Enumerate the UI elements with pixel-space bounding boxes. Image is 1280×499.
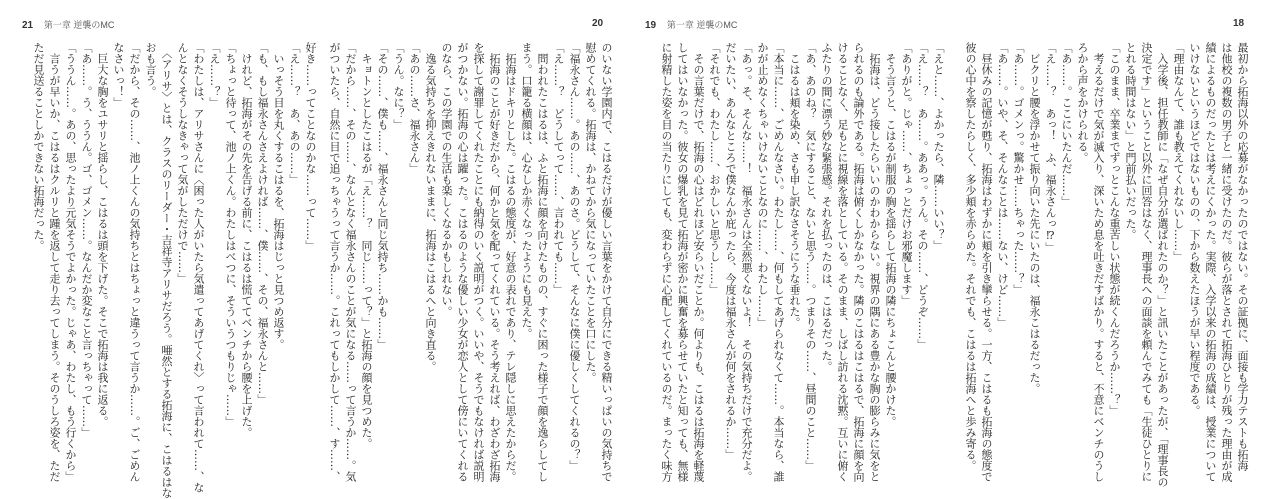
text-column: 「それでも、わたし……、おかしいと思うし……」	[708, 42, 721, 295]
text-column: 「このまま、卒業までずっとこんな重苦しい状態が続くんだろうか……？」	[1108, 42, 1121, 416]
text-column: 「だから……、その……、なんとなく福永さんのことが気になる……って言うか……。気	[344, 42, 357, 482]
page-number: 21	[22, 20, 34, 31]
running-header	[592, 18, 611, 29]
text-column: 「えと……、よかったら、隣……いい？」	[932, 42, 945, 251]
text-column: 績によるものだったとは考えにくかった。実際、入学以来の拓海の成績は、授業について	[1204, 42, 1217, 482]
page-body	[658, 42, 946, 482]
text-column: けれど、拓海がその先を告げる前に、こはるは慌ててベンチから腰を上げた。	[240, 42, 253, 438]
chapter-title: 第一章 逆襲のMC	[666, 20, 738, 30]
text-column: 「理由なんて、誰も教えてくれないし……」	[1172, 42, 1185, 262]
text-column: のなら、この学園での生活も楽しくなるかもしれない。	[440, 42, 453, 317]
text-column: 拓海は、どう接したらいいのかわからない。視界の隅にある豊かな胸の膨らみに気をと	[868, 42, 881, 482]
running-header	[1233, 18, 1252, 29]
text-column: 彼の心中を察したらしく、多少頬を赤らめた。それでも、こはるは拓海へと歩み寄る。	[964, 42, 977, 471]
text-column: 昼休みの記憶が甦り、拓海はわずかに頬を引き攣らせる。一方、こはるも拓海の態度で	[980, 42, 993, 482]
text-column: 最初から拓海以外の応募がなかったのではない。その証拠に、面接も学力テストも拓海	[1236, 42, 1249, 471]
text-column: に射精した姿を目の当たりにしても、変わらずに心配してくれているのだ。まったく味方	[660, 42, 673, 482]
text-column: おも言う。	[144, 42, 157, 97]
text-column: 考えるだけで気が滅入り、深いため息を吐きだすばかり。すると、不意にベンチのうし	[1092, 42, 1105, 482]
text-column: 「あ……。ここにいたんだ……」	[1060, 42, 1073, 207]
page-number: 19	[645, 20, 657, 31]
text-column: がつかない。拓海の心は躍った。こはるのような優しい少女が恋人として傍にいてくれる	[456, 42, 469, 482]
text-column: のいない学園内で、こはるだけが優しい言葉をかけて自分にできる精いっぱいの気持ちで	[600, 42, 613, 482]
text-column: 巨大な胸をユサリと揺らし、こはるは頭を下げた。そこで拓海は我に返る。	[96, 42, 109, 427]
text-column: 言うが早いか、こはるはクルリと踵を返して走り去ってしまう。そのうしろ姿を、ただ	[48, 42, 61, 482]
page-body	[326, 42, 614, 482]
text-column: 「あ……。ゴメンっ。驚かせ……ちゃった……？」	[1012, 42, 1025, 295]
text-column: その言葉だけで、拓海の心はどれほど安らいだことか。何よりも、こはるは拓海を軽蔑	[692, 42, 705, 482]
text-column: 「あ……。う、ううん。ゴ、ゴメン……。なんだか変なこと言っちゃって……」	[80, 42, 93, 438]
text-column: 拓海はドキリとした。こはるの態度が、好意の表れであり、テレ隠しに思えたからだ。	[504, 42, 517, 482]
text-column: だいたい、あんなところで僕なんか庇ったら、今度は福永さんが何をされるか……」	[724, 42, 737, 460]
text-column: 「え……？ あ……。ああっ。うん。その……、どうぞ……」	[916, 42, 929, 350]
text-column: 「うん。なに？」	[392, 42, 405, 130]
text-column: 拓海のことが好きだから、何かと気を配ってくれている。そう考えれば、わざわざ拓海	[488, 42, 501, 482]
text-column: こはるは頬を染め、さも申し訳なさそうにうな垂れた。	[788, 42, 801, 328]
text-column: 「わたしは、アリサさんに〈困った人がいたら気遣ってあげてくれ〉って言われて……、な	[192, 42, 205, 493]
text-column: 「え……？」	[208, 42, 221, 108]
text-column: 入学後、担任教師に「なぜ自分が選ばれたのか？」と訊いたことがあったが、「理事長の	[1156, 42, 1169, 488]
text-column: キョトンとしたこはるが「え……？ 同じ……って？」と拓海の顔を見つめた。	[360, 42, 373, 449]
text-column: られるのも論外である。拓海は俯くしかなかった。隣のこはるはこはるで、拓海に顔を向	[852, 42, 865, 482]
text-column: ただ見送ることしかできない拓海だった。	[32, 42, 45, 251]
page-number: 20	[592, 18, 604, 29]
text-column: 「ちょっと待って、池ノ上くん。わたしはべつに、そういうつもりじゃ……」	[224, 42, 237, 427]
text-column: けることなく、足もとに視線を落としている。そのまま、しばし訪れる沈黙。互いに俯く	[836, 42, 849, 482]
text-column: 〈アリサ〉とは、クラスのリーダー・吉祥寺アリサだろう。唖然とする拓海に、こはるはな	[160, 42, 173, 499]
text-column: かが止めなくちゃいけないことなのに……、わたし……」	[756, 42, 769, 328]
page-body	[30, 42, 318, 499]
text-column: は他校の複数の男子と一緒に受けたのだ。彼らが落とされて拓海ひとりが残った理由が成	[1220, 42, 1233, 482]
text-column: がついたら、自然に目で追っちゃうって言うか……。これってもしかして……、す……、	[328, 42, 341, 482]
text-column: んとなくそうしなきゃって気がしただけで……」	[176, 42, 189, 284]
chapter-title: 第一章 逆襲のMC	[43, 20, 115, 30]
text-column: いっそう目を丸くするこはるを、拓海はじっと見つめ返す。	[272, 42, 285, 350]
text-column: 「あっ。そ、そんな……！ 福永さんは全然悪くないよ！ その気持ちだけで充分だよ。	[740, 42, 753, 482]
text-column: なさいっ！」	[112, 42, 125, 108]
text-column: 「あの……さ、福永さん」	[408, 42, 421, 174]
text-column: 「だから、その……、池ノ上くんの気持ちとはちょっと違うって言うか……。ご、ごめん	[128, 42, 141, 482]
text-column: 「も、もし福永さんさえよければ……、僕……、その、福永さんと……」	[256, 42, 269, 405]
text-column: 「え……？ あ、あの……」	[288, 42, 301, 185]
text-column: 決定です」ということ以外に回答はなく、理事長への面談を頼んでみても「生徒ひとりに	[1140, 42, 1153, 482]
text-column: 「ううん……。あの、思ったより元気そうでよかった。じゃあ、わたし、もう行くから」	[64, 42, 77, 482]
text-column: 「え……？ あっ！ ふ、福永さんっ⁉」	[1044, 42, 1057, 253]
text-column: 「その……、僕も……、福永さんと同じ気持ち……かも……」	[376, 42, 389, 350]
text-column: 「本当に……、ごめんなさい。わたし……、何もしてあげられなくて……。本当なら、誰	[772, 42, 785, 482]
text-column: 「あ、あのね？ 気にすること、ないと思う……。つまりその……、昼間のこと……」	[804, 42, 817, 471]
text-column: ろから声をかけられる。	[1076, 42, 1089, 163]
text-column: 慰めてくれる。拓海は、かねてから気になっていたことを口にした。	[584, 42, 597, 383]
running-header	[645, 18, 737, 31]
text-column: とれる時間はない」と門前払いだった。	[1124, 42, 1137, 240]
page-number: 18	[1233, 18, 1245, 29]
text-column: いけないというほどではないものの、下から数えたほうが早い程度である。	[1188, 42, 1201, 416]
text-column: ビクリと腰を浮かせて振り向いた先にいたのは、福永こはるだった。	[1028, 42, 1041, 394]
text-column: まう。口籠る横顔は、心なしか赤くなったようにも見えた。	[520, 42, 533, 339]
text-column: 「ありがと。じゃ……、ちょっとだけお邪魔します」	[900, 42, 913, 306]
page-18	[960, 0, 1280, 488]
text-column: 問われたこはるは、ふと拓海に顔を向けたものの、すぐに困った様子で顔を逸らしてし	[536, 42, 549, 482]
text-column: そう言うと、こはるが制服の胸を揺らして拓海の隣にちょこんと腰かけた。	[884, 42, 897, 427]
text-column: 「福永さん……。あの……、あのさ。どうして、そんなに僕に優しくしてくれるの？」	[568, 42, 581, 471]
text-column: を探して謝罪してくれたことにも納得のいく説明がつく。いいや、そうでもなければ説明	[472, 42, 485, 482]
text-column: ふたりの間に漂う妙な緊張感。それを払ったのは、こはるだった。	[820, 42, 833, 372]
page-21	[0, 0, 320, 499]
text-column: してはいなかった。彼女の爆乳を見て拓海が密かに興奮を募らせていたと知っても、無様	[676, 42, 689, 482]
page-19	[640, 0, 960, 482]
text-column: 逸る気持ちを抑えきれないままに、拓海はこはるへと向き直る。	[424, 42, 437, 372]
running-header	[22, 18, 114, 31]
text-column: 「え……？ どうしてって……、言われても……」	[552, 42, 565, 295]
text-column: 好き……ってことなのかな……って……」	[304, 42, 317, 251]
text-column: 「あ……。いや、そ、そんなことは……ない、けど……」	[996, 42, 1009, 328]
page-20	[320, 0, 640, 482]
page-body	[962, 42, 1250, 488]
